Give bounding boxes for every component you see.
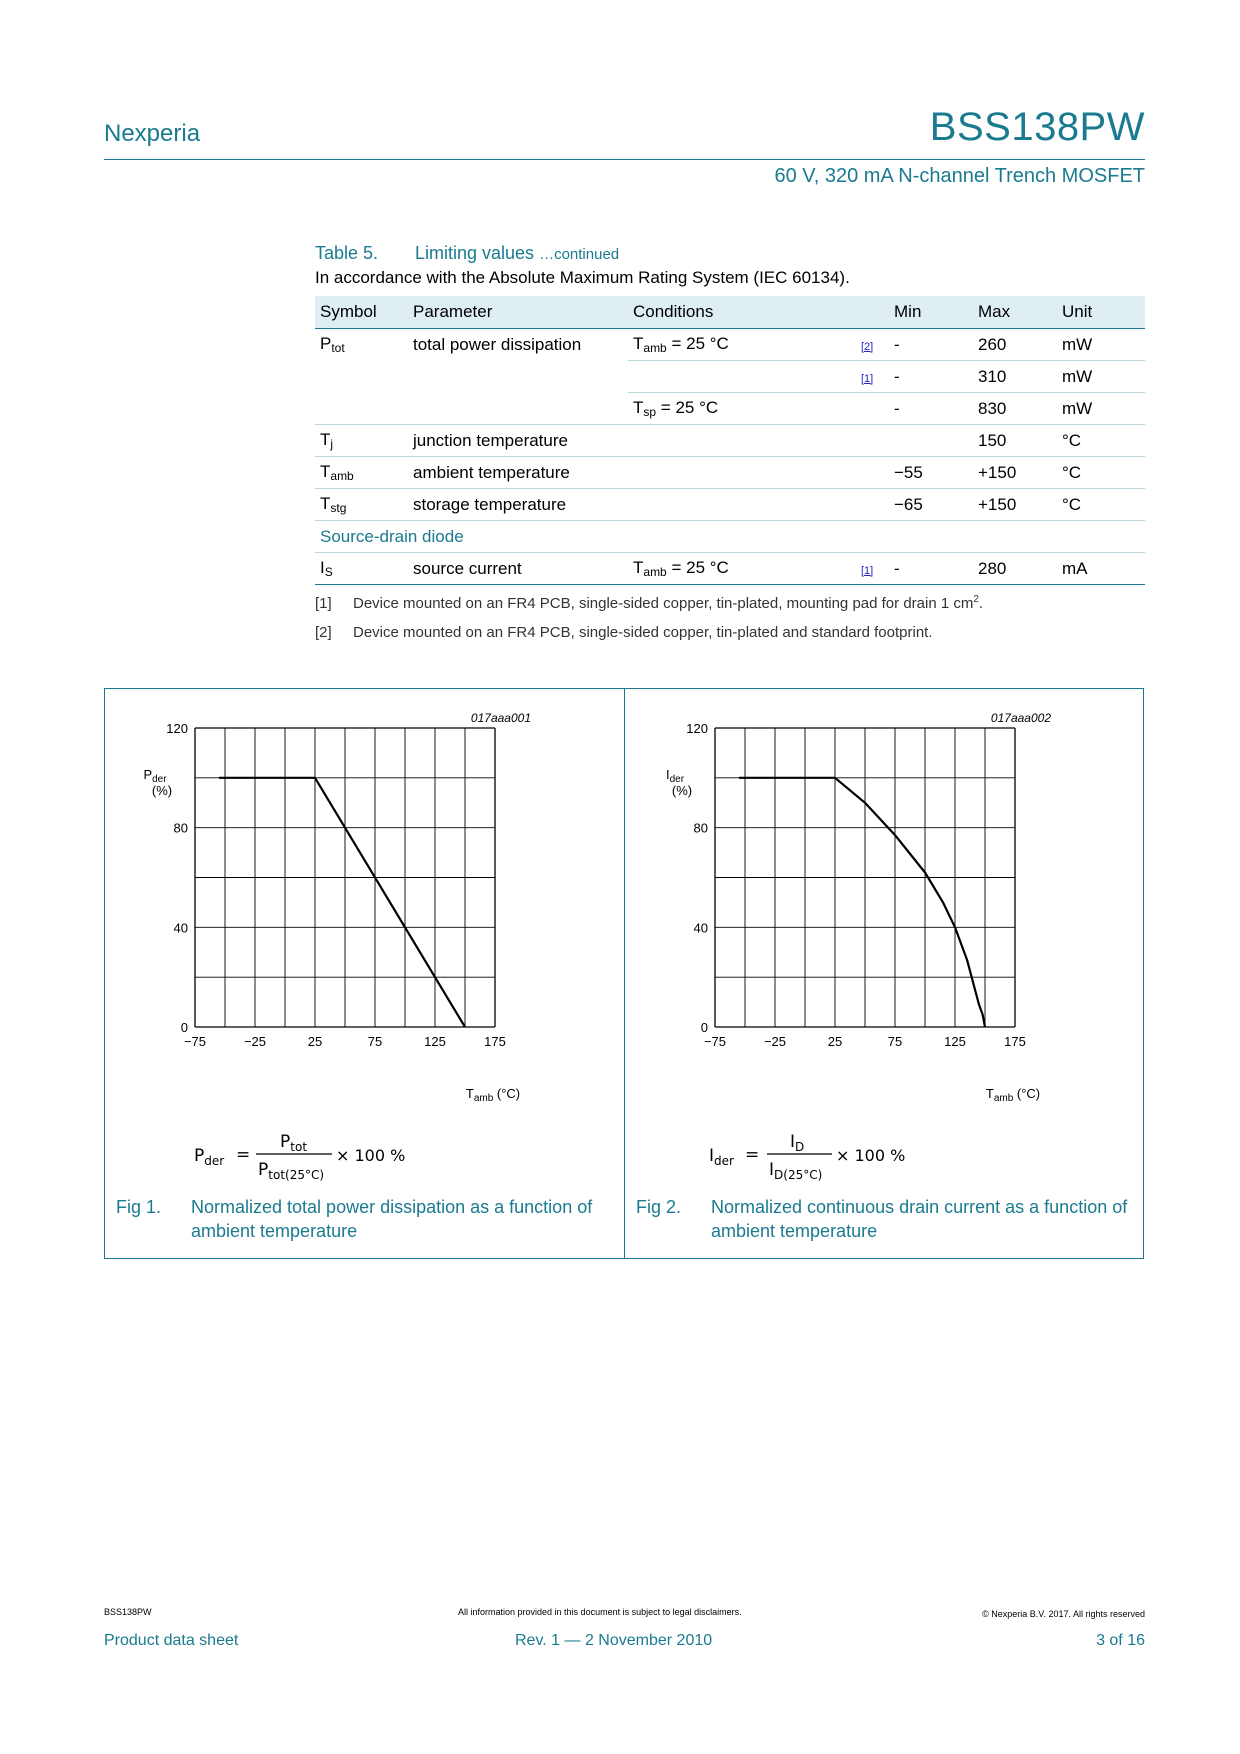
y-tick-label: 0	[180, 1020, 188, 1035]
header-max: Max	[973, 296, 1057, 329]
cell-min: −55	[889, 457, 973, 489]
x-tick-label: −75	[703, 1034, 727, 1049]
x-tick-label: −25	[243, 1034, 267, 1049]
header-rule	[104, 159, 1145, 160]
table-row	[315, 361, 1145, 393]
table-row	[315, 393, 1145, 425]
cell-symbol: $T_j$	[315, 425, 408, 457]
footer-revision: Rev. 1 — 2 November 2010	[515, 1632, 713, 1649]
y-tick-label: 120	[686, 721, 708, 736]
footnote: [1] Device mounted on an FR4 PCB, single-sided copper, tin-plated, mounting pad for drain 1 $cm^2$.	[315, 594, 984, 612]
chart-id: 017aaa001	[470, 711, 531, 725]
cell-parameter	[408, 393, 628, 425]
formula-denominator: $I_{D(25^\circ C)}$	[769, 1160, 823, 1182]
table-number: Table 5.	[315, 243, 379, 263]
cell-note	[856, 457, 889, 489]
figure-caption-1	[116, 1195, 616, 1245]
cell-note	[856, 489, 889, 521]
formula-current	[705, 1125, 945, 1185]
table-title: Limiting values	[415, 243, 535, 263]
x-tick-label: 175	[484, 1034, 506, 1049]
formula-equals: =	[745, 1145, 760, 1165]
x-tick-label: 175	[1004, 1034, 1026, 1049]
formula-numerator: $I_D$	[790, 1132, 805, 1154]
y-tick-label: 80	[173, 820, 188, 836]
header-min: Min	[889, 296, 973, 329]
footer-page-number: 3 of 16	[1096, 1632, 1145, 1649]
figure-caption-2	[636, 1195, 1136, 1245]
cell-max: +150	[973, 457, 1057, 489]
cell-min: −65	[889, 489, 973, 521]
figure-caption-text: Normalized total power dissipation as a function of ambient temperature	[191, 1197, 593, 1241]
x-tick-label: 25	[827, 1034, 843, 1049]
formula-lhs: $I_{der}$	[709, 1146, 734, 1168]
cell-conditions: $T_{sp} = 25$ °C	[628, 393, 856, 425]
cell-symbol: $P_{tot}$	[320, 334, 345, 356]
y-tick-label: 120	[166, 721, 188, 736]
header-parameter: Parameter	[408, 296, 628, 329]
cell-min: -	[889, 393, 973, 425]
y-axis-unit: (%)	[151, 783, 173, 798]
cell-note[interactable]	[856, 553, 889, 585]
y-axis-label: $I_{der}$	[665, 767, 685, 785]
cell-symbol: $I_S$	[315, 553, 408, 585]
x-axis-label: $T_{amb}$ (°C)	[985, 1086, 1041, 1104]
cell-unit: mW	[1057, 361, 1145, 393]
cell-parameter: source current	[408, 553, 628, 585]
cell-conditions: $T_{amb} = 25$ °C	[628, 329, 856, 361]
table-row	[315, 425, 1145, 457]
y-tick-label: 80	[693, 820, 708, 836]
table-continued: …continued	[539, 246, 620, 263]
cell-conditions	[628, 361, 856, 393]
cell-min: -	[889, 329, 973, 361]
cell-unit: °C	[1057, 457, 1145, 489]
formula-numerator: $P_{tot}$	[280, 1132, 308, 1154]
cell-symbol	[315, 393, 408, 425]
chart-id: 017aaa002	[990, 711, 1051, 725]
part-number: BSS138PW	[929, 105, 1145, 149]
header-unit: Unit	[1057, 296, 1145, 329]
formula-denominator: $P_{tot(25^\circ C)}$	[258, 1160, 325, 1182]
cell-max: +150	[973, 489, 1057, 521]
cell-symbol	[315, 361, 408, 393]
table-row	[315, 553, 1145, 585]
figure-caption-text: Normalized continuous drain current as a function of ambient temperature	[711, 1197, 1128, 1241]
cell-symbol: $T_{stg}$	[315, 489, 408, 521]
footnote: [2] Device mounted on an FR4 PCB, single-sided copper, tin-plated and standard footprint.	[315, 624, 933, 641]
y-axis-unit: (%)	[671, 783, 693, 798]
note-link[interactable]: [2]	[861, 340, 874, 353]
x-tick-label: 25	[307, 1034, 323, 1049]
cell-unit: °C	[1057, 425, 1145, 457]
footer-disclaimer: All information provided in this document is subject to legal disclaimers.	[458, 1607, 742, 1617]
limiting-values-table	[315, 296, 1145, 585]
cell-unit: mA	[1057, 553, 1145, 585]
derating-curve	[739, 778, 985, 1027]
power-derating-chart	[105, 700, 623, 1110]
x-tick-label: 125	[424, 1034, 446, 1049]
footer-doc-id: BSS138PW	[104, 1607, 152, 1617]
cell-parameter: junction temperature	[408, 425, 628, 457]
x-tick-label: −75	[183, 1034, 207, 1049]
table-row	[315, 489, 1145, 521]
y-axis-label: $P_{der}$	[143, 767, 167, 785]
cell-min: -	[889, 361, 973, 393]
note-link[interactable]: [1]	[861, 564, 874, 577]
table-caption	[315, 243, 619, 264]
cell-conditions	[628, 489, 856, 521]
cell-conditions	[628, 457, 856, 489]
cell-max: 830	[973, 393, 1057, 425]
formula-tail: × 100 %	[836, 1146, 906, 1165]
table-row	[315, 457, 1145, 489]
brand-name: Nexperia	[104, 120, 201, 147]
cell-max: 310	[973, 361, 1057, 393]
table-row	[315, 329, 1145, 361]
cell-max: 150	[973, 425, 1057, 457]
cell-unit: mW	[1057, 329, 1145, 361]
cell-conditions	[628, 425, 856, 457]
cell-max: 280	[973, 553, 1057, 585]
cell-conditions: $T_{amb} = 25$ °C	[628, 553, 856, 585]
note-link[interactable]: [1]	[861, 372, 874, 385]
cell-parameter: ambient temperature	[408, 457, 628, 489]
cell-unit: °C	[1057, 489, 1145, 521]
formula-power	[190, 1125, 430, 1185]
cell-min	[889, 425, 973, 457]
x-axis-label: $T_{amb}$ (°C)	[465, 1086, 521, 1104]
footer-copyright: © Nexperia B.V. 2017. All rights reserved	[982, 1609, 1145, 1619]
y-tick-label: 0	[700, 1020, 708, 1035]
cell-min: -	[889, 553, 973, 585]
table-description: In accordance with the Absolute Maximum Rating System (IEC 60134).	[315, 268, 850, 287]
cell-max: 260	[973, 329, 1057, 361]
header-note	[856, 296, 889, 329]
cell-note[interactable]	[856, 329, 889, 361]
table-header-row	[315, 296, 1145, 329]
figure-number: Fig 2.	[636, 1197, 682, 1217]
x-tick-label: 75	[887, 1034, 903, 1049]
formula-equals: =	[236, 1145, 251, 1165]
formula-lhs: $P_{der}$	[194, 1146, 225, 1168]
cell-unit: mW	[1057, 393, 1145, 425]
table-section-row	[315, 521, 1145, 553]
y-tick-label: 40	[693, 920, 708, 936]
cell-note[interactable]	[856, 361, 889, 393]
footer-doc-type: Product data sheet	[104, 1632, 239, 1649]
formula-tail: × 100 %	[336, 1146, 406, 1165]
current-derating-chart	[625, 700, 1143, 1110]
header-symbol: Symbol	[315, 296, 408, 329]
cell-note	[856, 425, 889, 457]
figure-number: Fig 1.	[116, 1197, 162, 1217]
cell-parameter: storage temperature	[408, 489, 628, 521]
section-heading: Source-drain diode	[315, 521, 1145, 553]
header-conditions: Conditions	[628, 296, 856, 329]
cell-parameter	[408, 361, 628, 393]
product-subtitle: 60 V, 320 mA N-channel Trench MOSFET	[774, 165, 1145, 187]
cell-symbol: $T_{amb}$	[315, 457, 408, 489]
cell-parameter: total power dissipation	[413, 334, 582, 354]
x-tick-label: −25	[763, 1034, 787, 1049]
derating-curve	[219, 778, 465, 1027]
x-tick-label: 75	[367, 1034, 383, 1049]
x-tick-label: 125	[944, 1034, 966, 1049]
y-tick-label: 40	[173, 920, 188, 936]
cell-note	[856, 393, 889, 425]
